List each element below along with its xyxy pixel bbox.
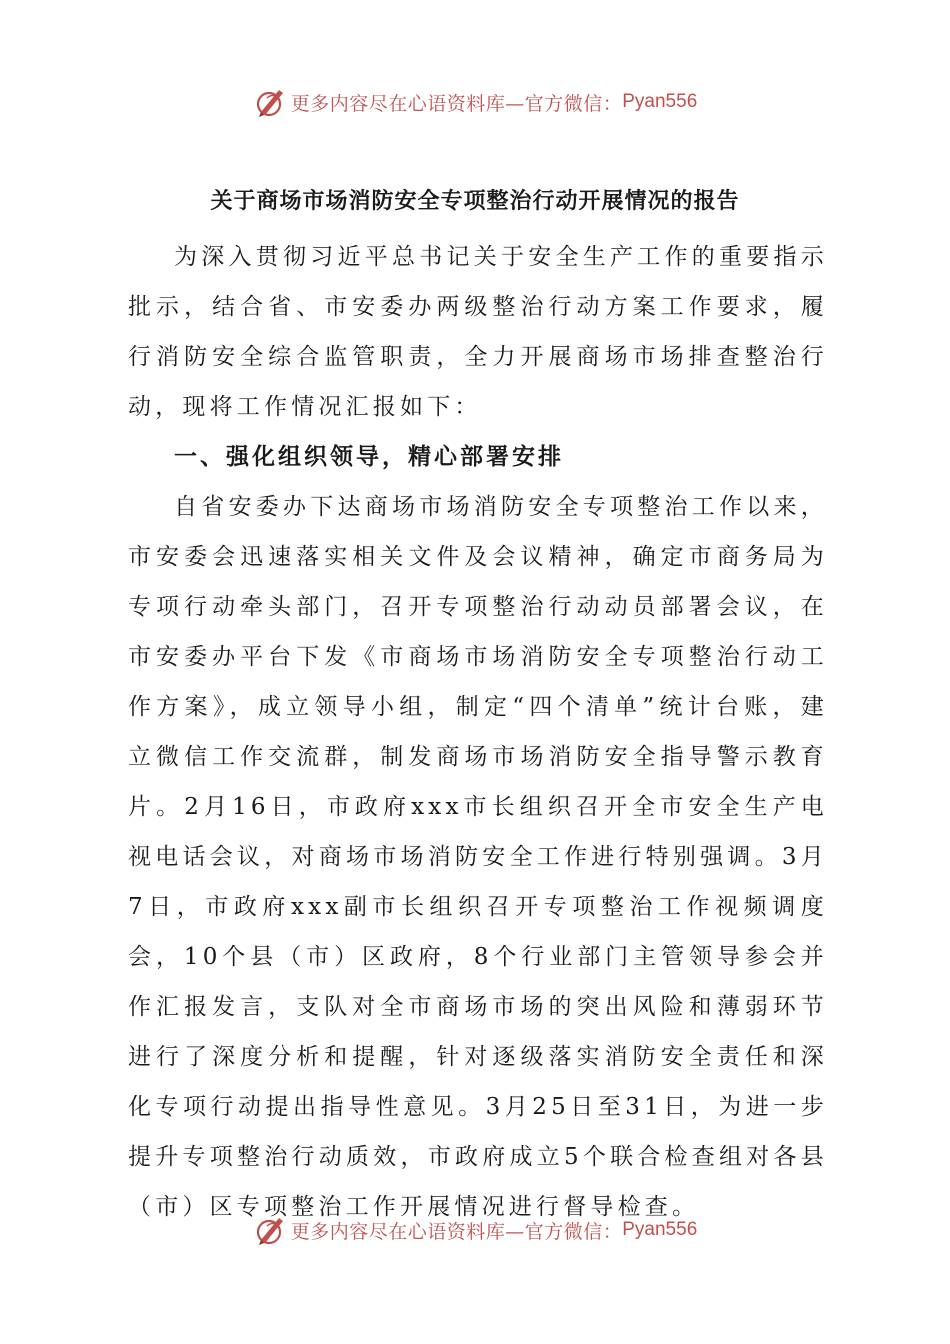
watermark-footer — [0, 1210, 950, 1250]
watermark-header — [0, 82, 950, 122]
intro-paragraph: 为深入贯彻习近平总书记关于安全生产工作的重要指示批示，结合省、市安委办两级整治行动方案工作要求，履行消防安全综合监管职责，全力开展商场市场排查整治行动，现将工作情况汇报如下： — [128, 244, 828, 420]
section-paragraph: 自省安委办下达商场市场消防安全专项整治工作以来，市安委会迅速落实相关文件及会议精神，确定市商务局为专项行动牵头部门，召开专项整治行动动员部署会议，在市安委办平台下发《市商场市场消防安全专项整治行动工作方案》，成立领导小组，制定“四个清单”统计台账，建立微信工作交流群，制发商场市场消防安全指导警示教育片。2月16日，市政府xxx市长组织召开全市安全生产电视电话会议，对商场市场消防安全工作进行特别强调。3月7日，市政府xxx副市长组织召开专项整治工作视频调度会，10个县（市）区政府，8个行业部门主管领导参会并作汇报发言，支队对全市商场市场的突出风险和薄弱环节进行了深度分析和提醒，针对逐级落实消防安全责任和深化专项行动提出指导性意见。3月25日至31日，为进一步提升专项整治行动质效，市政府成立5个联合检查组对各县（市）区专项整治工作开展情况进行督导检查。 — [128, 494, 828, 1220]
watermark-wechat-id: Pyan556 — [622, 91, 698, 112]
section-heading: 一、强化组织领导，精心部署安排 — [174, 443, 564, 470]
document-title: 关于商场市场消防安全专项整治行动开展情况的报告 — [210, 188, 740, 214]
pen-logo-icon — [253, 1212, 289, 1248]
watermark-text: 更多内容尽在心语资料库—官方微信： — [290, 92, 623, 115]
document-body — [128, 232, 828, 1232]
watermark-text: 更多内容尽在心语资料库—官方微信： — [290, 1220, 623, 1243]
pen-logo-icon — [253, 84, 289, 120]
watermark-wechat-id: Pyan556 — [622, 1219, 698, 1240]
